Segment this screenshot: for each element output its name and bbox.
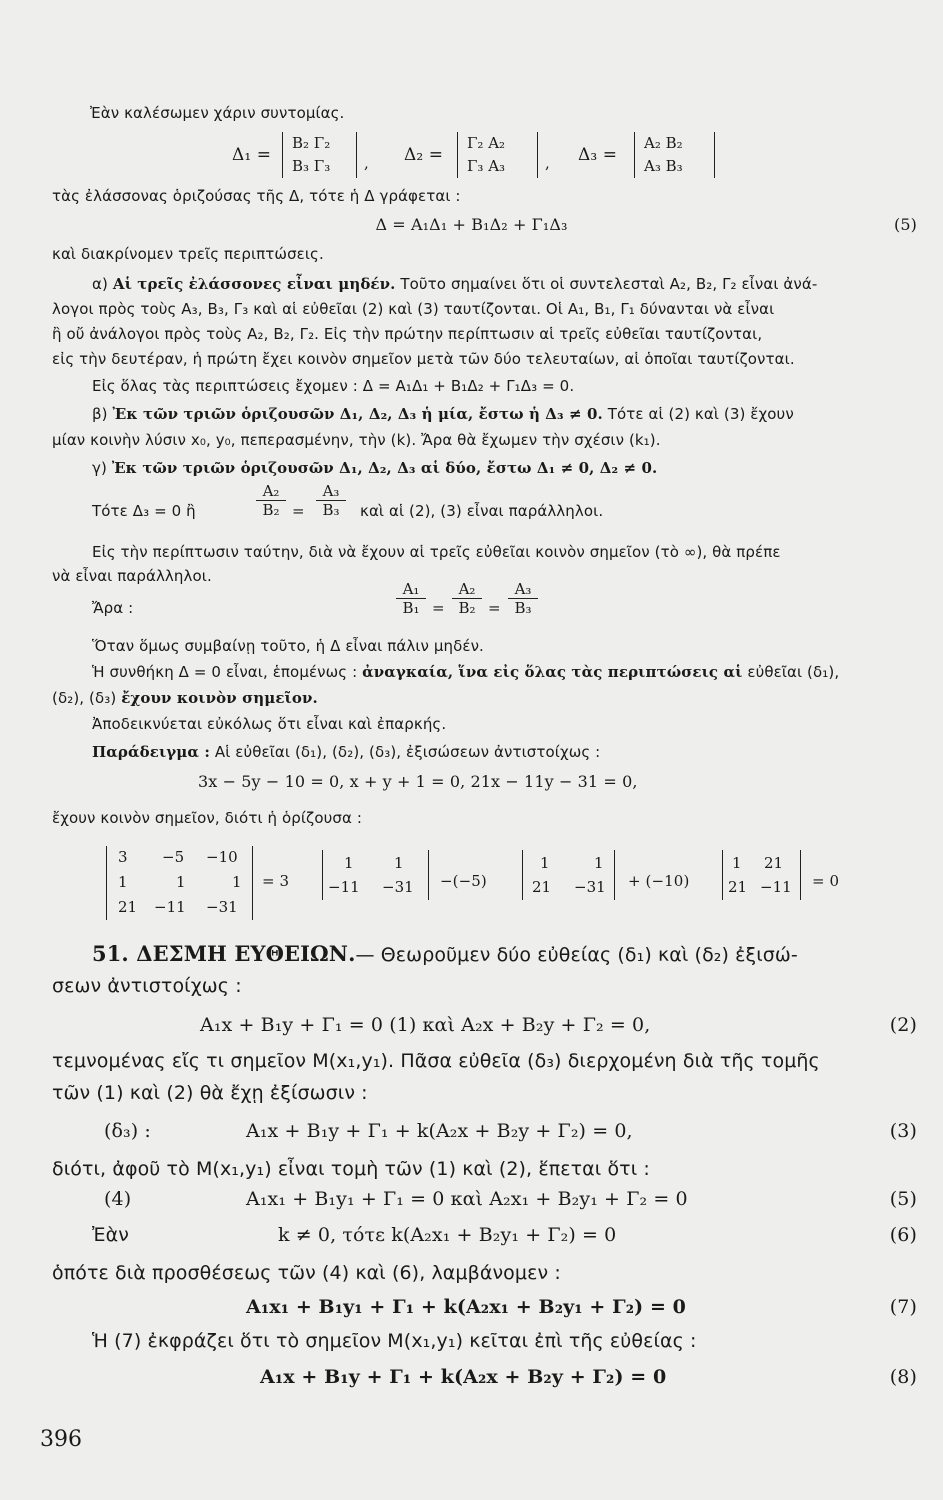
fraction-a2-b2: A₂ B₂ [256, 482, 286, 532]
case-c-tail: καὶ αἱ (2), (3) εἶναι παράλληλοι. [360, 502, 604, 520]
minor-1: 1 1 −11 −31 [322, 850, 432, 900]
ratio-a1-b1: A₁ B₁ [396, 580, 426, 630]
case-a-line3: ἢ οὔ ἀνάλογοι πρὸς τοὺς A₂, B₂, Γ₂. Εἰς τὴν πρώτην περίπτωσιν αἱ τρεῖς εὐθεῖαι ταυτίζονται, [52, 325, 763, 343]
case-b-line2: μίαν κοινὴν λύσιν x₀, y₀, πεπερασμένην, τὴν (k). Ἄρα θὰ ἔχωμεν τὴν σχέσιν (k₁). [52, 431, 661, 449]
delta1-matrix: B₂ Γ₂ B₃ Γ₃ [282, 132, 362, 178]
section-line6: ὁπότε διὰ προσθέσεως τῶν (4) καὶ (6), λαμβάνομεν : [52, 1262, 561, 1284]
ratio-a2-b2: A₂ B₂ [452, 580, 482, 630]
section-heading-line: 51. ΔΕΣΜΗ ΕΥΘΕΙΩΝ.— Θεωροῦμεν δύο εὐθείας (δ₁) καὶ (δ₂) ἐξισώ- [92, 941, 798, 966]
common-line: ἔχουν κοινὸν σημεῖον, διότι ἡ ὁρίζουσα : [52, 809, 362, 827]
section-equation-3: A₁x + B₁y + Γ₁ + k(A₂x + B₂y + Γ₂) = 0, [246, 1120, 633, 1142]
book-page: Ἐὰν καλέσωμεν χάριν συντομίας. Δ₁ = B₂ Γ₂ B₃ Γ₃ , Δ₂ = Γ₂ A₂ Γ₃ A₃ , Δ₃ = A₂ B₂ A₃ B₃ τὰς ἐλάσσονας ὁριζούσας τῆς Δ, τότε ἡ Δ γράφεται : Δ = A₁Δ₁ + B₁Δ₂ + Γ₁Δ₃ (5) καὶ διακρίνομεν τρεῖς περιπτώσεις. α) Αἱ τρεῖς ἐλάσσονες εἶναι μηδέν. Τοῦτο σημαίνει ὅτι οἱ συντελεσταὶ A₂, B₂, Γ₂ εἶναι ἀνά- λογοι πρὸς τοὺς A₃, B₃, Γ₃ καὶ αἱ εὐθεῖαι (2) καὶ (3) ταυτίζονται. Οἱ A₁, B₁, Γ₁ δύνανται νὰ εἶναι ἢ οὔ ἀνάλογοι πρὸς τοὺς A₂, B₂, Γ₂. Εἰς τὴν πρώτην περίπτωσιν αἱ τρεῖς εὐθεῖαι ταυτίζονται, εἰς τὴν δευτέραν, ἡ πρώτη ἔχει κοινὸν σημεῖον μετὰ τῶν δύο τελευταίων, αἱ ὁποῖαι ταυτίζονται. Εἰς ὅλας τὰς περιπτώσεις ἔχομεν : Δ = A₁Δ₁ + B₁Δ₂ + Γ₁Δ₃ = 0. β) Ἐκ τῶν τριῶν ὁριζουσῶν Δ₁, Δ₂, Δ₃ ἡ μία, ἔστω ἡ Δ₃ ≠ 0. Τότε αἱ (2) καὶ (3) ἔχουν μίαν κοινὴν λύσιν x₀, y₀, πεπερασμένην, τὴν (k). Ἄρα θὰ ἔχωμεν τὴν σχέσιν (k₁). γ) Ἐκ τῶν τριῶν ὁριζουσῶν Δ₁, Δ₂, Δ₃ αἱ δύο, ἔστω Δ₁ ≠ 0, Δ₂ ≠ 0. Τότε Δ₃ = 0 ἢ A₂ B₂ = A₃ B₃ καὶ αἱ (2), (3) εἶναι παράλληλοι. Εἰς τὴν περίπτωσιν ταύτην, διὰ νὰ ἔχουν αἱ τρεῖς εὐθεῖαι κοινὸν σημεῖον (τὸ ∞), θὰ πρέπε νὰ εἶναι παράλληλοι. Ἄρα : A₁ B₁ = A₂ B₂ = A₃ B₃ Ὅταν ὅμως συμβαίνῃ τοῦτο, ἡ Δ εἶναι πάλιν μηδέν. Ἡ συνθήκη Δ = 0 εἶναι, ἑπομένως : ἀναγκαία, ἵνα εἰς ὅλας τὰς περιπτώσεις αἱ εὐθεῖαι (δ₁), (δ₂), (δ₃) ἔχουν κοινὸν σημεῖον. Ἀποδεικνύεται εὐκόλως ὅτι εἶναι καὶ ἐπαρκής. Παράδειγμα : Αἱ εὐθεῖαι (δ₁), (δ₂), (δ₃), ἐξισώσεων ἀντιστοίχως : 3x − 5y − 10 = 0, x + y + 1 = 0, 21x − 11y − 31 = 0, ἔχουν κοινὸν σημεῖον, διότι ἡ ὁρίζουσα : 3 −5 −10 1 1 1 21 −11 −31 = 3 1 1 −11 −31 −(−5) 1 1 21 −31 + (−10) 1 21 21 −11 = 0 51. ΔΕΣΜΗ ΕΥΘΕΙΩΝ.— Θεωροῦμεν δύο εὐθείας (δ₁) καὶ (δ₂) ἐξισώ- σεων ἀντιστοίχως : A₁x + B₁y + Γ₁ = 0 (1) καὶ A₂x + B₂y + Γ₂ = 0, (2) τεμνομένας εἴς τι σημεῖον M(x₁,y₁). Πᾶσα εὐθεῖα (δ₃) διερχομένη διὰ τῆς τομῆς τῶν (1) καὶ (2) θὰ ἔχῃ ἐξίσωσιν : (δ₃) : A₁x + B₁y + Γ₁ + k(A₂x + B₂y + Γ₂) = 0, (3) διότι, ἀφοῦ τὸ M(x₁,y₁) εἶναι τομὴ τῶν (1) καὶ (2), ἕπεται ὅτι : (4) A₁x₁ + B₁y₁ + Γ₁ = 0 καὶ A₂x₁ + B₂y₁ + Γ₂ = 0 (5) Ἐὰν k ≠ 0, τότε k(A₂x₁ + B₂y₁ + Γ₂) = 0 (6) ὁπότε διὰ προσθέσεως τῶν (4) καὶ (6), λαμβάνομεν : A₁x₁ + B₁y₁ + Γ₁ + k(A₂x₁ + B₂y₁ + Γ₂) = 0 (7) Ἡ (7) ἐκφράζει ὅτι τὸ σημεῖον M(x₁,y₁) κεῖται ἐπὶ τῆς εὐθείας : A₁x + B₁y + Γ₁ + k(A₂x + B₂y + Γ₂) = 0 (8) 396 [0, 0, 943, 1500]
case-a-line1: α) Αἱ τρεῖς ἐλάσσονες εἶναι μηδέν. Τοῦτο σημαίνει ὅτι οἱ συντελεσταὶ A₂, B₂, Γ₂ εἶναι ἀνά- [92, 275, 818, 293]
minor-2: 1 1 21 −31 [522, 850, 618, 900]
page-number: 396 [40, 1427, 82, 1452]
delta2-matrix: Γ₂ A₂ Γ₃ A₃ [457, 132, 541, 178]
example-equations: 3x − 5y − 10 = 0, x + y + 1 = 0, 21x − 11y − 31 = 0, [198, 772, 638, 791]
section-equation-7: A₁x₁ + B₁y₁ + Γ₁ + k(A₂x₁ + B₂y₁ + Γ₂) = 0 [246, 1296, 686, 1318]
intro-text: Ἐὰν καλέσωμεν χάριν συντομίας. [90, 104, 345, 122]
section-line3: τεμνομένας εἴς τι σημεῖον M(x₁,y₁). Πᾶσα εὐθεῖα (δ₃) διερχομένη διὰ τῆς τομῆς [52, 1050, 820, 1072]
ratio-a3-b3: A₃ B₃ [508, 580, 538, 630]
proves-line: Ἀποδεικνύεται εὐκόλως ὅτι εἶναι καὶ ἐπαρκής. [92, 715, 447, 733]
delta3-label: Δ₃ = [578, 145, 618, 165]
condition-line2: (δ₂), (δ₃) ἔχουν κοινὸν σημεῖον. [52, 689, 318, 707]
delta3-matrix: A₂ B₂ A₃ B₃ [634, 132, 718, 178]
example-determinant: 3 −5 −10 1 1 1 21 −11 −31 [106, 846, 256, 920]
ara-label: Ἄρα : [92, 599, 134, 617]
fraction-a3-b3: A₃ B₃ [316, 482, 346, 532]
section-equation-6: k ≠ 0, τότε k(A₂x₁ + B₂y₁ + Γ₂) = 0 [278, 1224, 617, 1246]
section-line5: διότι, ἀφοῦ τὸ M(x₁,y₁) εἶναι τομὴ τῶν (1) καὶ (2), ἕπεται ὅτι : [52, 1158, 650, 1180]
case-c-line3: Εἰς τὴν περίπτωσιν ταύτην, διὰ νὰ ἔχουν αἱ τρεῖς εὐθεῖαι κοινὸν σημεῖον (τὸ ∞), θὰ πρέπε [92, 543, 781, 561]
case-a-line4: εἰς τὴν δευτέραν, ἡ πρώτη ἔχει κοινὸν σημεῖον μετὰ τῶν δύο τελευταίων, αἱ ὁποῖαι ταυτίζονται. [52, 350, 795, 368]
section-equations-1-2: A₁x + B₁y + Γ₁ = 0 (1) καὶ A₂x + B₂y + Γ₂ = 0, [200, 1014, 651, 1036]
minors-line: τὰς ἐλάσσονας ὁριζούσας τῆς Δ, τότε ἡ Δ γράφεται : [52, 187, 461, 205]
section-equation-8: A₁x + B₁y + Γ₁ + k(A₂x + B₂y + Γ₂) = 0 [260, 1366, 667, 1388]
when-line: Ὅταν ὅμως συμβαίνῃ τοῦτο, ἡ Δ εἶναι πάλιν μηδέν. [92, 637, 484, 655]
case-c-then: Τότε Δ₃ = 0 ἢ [92, 502, 196, 520]
cases-line: καὶ διακρίνομεν τρεῖς περιπτώσεις. [52, 245, 324, 263]
section-line4: τῶν (1) καὶ (2) θὰ ἔχῃ ἐξίσωσιν : [52, 1082, 368, 1104]
case-c-line4: νὰ εἶναι παράλληλοι. [52, 567, 212, 585]
condition-line1: Ἡ συνθήκη Δ = 0 εἶναι, ἑπομένως : ἀναγκαία, ἵνα εἰς ὅλας τὰς περιπτώσεις αἱ εὐθεῖαι (δ₁), [92, 663, 840, 681]
delta3-eq-label: (δ₃) : [104, 1120, 151, 1142]
equation-5-number: (5) [894, 215, 917, 234]
minor-3: 1 21 21 −11 [722, 850, 804, 900]
section-line7: Ἡ (7) ἐκφράζει ὅτι τὸ σημεῖον M(x₁,y₁) κεῖται ἐπὶ τῆς εὐθείας : [92, 1330, 697, 1352]
case-b-line1: β) Ἐκ τῶν τριῶν ὁριζουσῶν Δ₁, Δ₂, Δ₃ ἡ μία, ἔστω ἡ Δ₃ ≠ 0. Τότε αἱ (2) καὶ (3) ἔχουν [92, 405, 794, 423]
delta2-label: Δ₂ = [404, 145, 444, 165]
case-a-line2: λογοι πρὸς τοὺς A₃, B₃, Γ₃ καὶ αἱ εὐθεῖαι (2) καὶ (3) ταυτίζονται. Οἱ A₁, B₁, Γ₁ δύνανται νὰ εἶναι [52, 300, 775, 318]
delta1-label: Δ₁ = [232, 145, 272, 165]
example-line: Παράδειγμα : Αἱ εὐθεῖαι (δ₁), (δ₂), (δ₃), ἐξισώσεων ἀντιστοίχως : [92, 743, 601, 761]
equation-5: Δ = A₁Δ₁ + B₁Δ₂ + Γ₁Δ₃ [375, 215, 568, 234]
section-equations-4-5: A₁x₁ + B₁y₁ + Γ₁ = 0 καὶ A₂x₁ + B₂y₁ + Γ₂ = 0 [246, 1188, 688, 1210]
case-c-line1: γ) Ἐκ τῶν τριῶν ὁριζουσῶν Δ₁, Δ₂, Δ₃ αἱ δύο, ἔστω Δ₁ ≠ 0, Δ₂ ≠ 0. [92, 459, 658, 477]
section-title: 51. ΔΕΣΜΗ ΕΥΘΕΙΩΝ. [92, 941, 356, 966]
case-a-line5: Εἰς ὅλας τὰς περιπτώσεις ἔχομεν : Δ = A₁Δ₁ + B₁Δ₂ + Γ₁Δ₃ = 0. [92, 377, 575, 395]
section-line2: σεων ἀντιστοίχως : [52, 975, 242, 997]
